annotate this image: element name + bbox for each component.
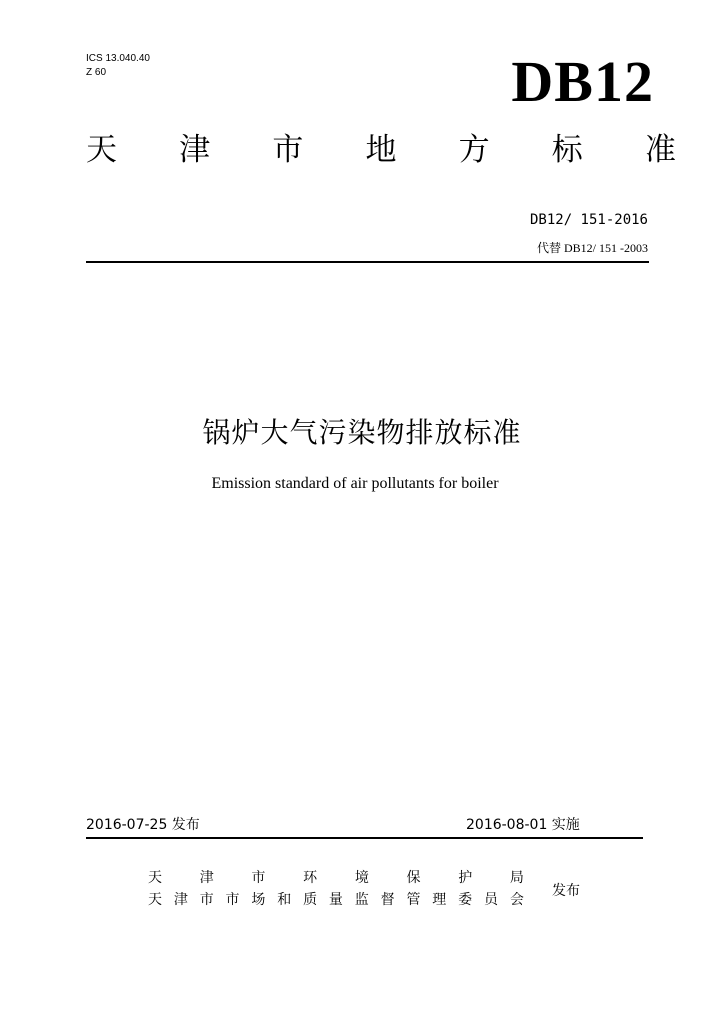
class-code: Z 60 <box>86 67 107 78</box>
issuer-char: 市 <box>199 892 214 908</box>
standard-type-char: 方 <box>458 132 490 168</box>
issuer-char: 环 <box>303 870 318 886</box>
issuer-char: 局 <box>509 870 524 886</box>
db-logo: DB12 <box>511 49 654 114</box>
bottom-divider <box>86 837 643 839</box>
issuer-char: 场 <box>251 892 266 908</box>
replaces-standard: 代替 DB12/ 151 -2003 <box>536 241 648 255</box>
issuer-char: 天 <box>148 870 162 886</box>
issuer-char: 保 <box>406 870 421 886</box>
standard-number: DB12/ 151-2016 <box>529 212 648 228</box>
issuer-char: 津 <box>199 870 214 886</box>
issuer-environment-bureau <box>148 868 524 888</box>
issuer-char: 质 <box>303 892 318 908</box>
issuer-char: 津 <box>173 892 188 908</box>
standard-type-char: 津 <box>179 132 211 168</box>
issuer-char: 管 <box>406 892 421 908</box>
issuer-char: 天 <box>148 892 162 908</box>
release-date: 2016-07-25 发布 <box>86 817 200 833</box>
issuer-char: 量 <box>328 892 343 908</box>
standard-type-char: 市 <box>272 132 304 168</box>
top-divider <box>86 261 649 263</box>
issuer-char: 境 <box>354 870 369 886</box>
implementation-date: 2016-08-01 实施 <box>466 817 580 833</box>
ics-code: ICS 13.040.40 <box>86 53 150 64</box>
issuer-char: 监 <box>354 892 369 908</box>
standard-type-char: 天 <box>86 132 117 168</box>
issuer-char: 护 <box>458 870 473 886</box>
issuer-char: 理 <box>432 892 447 908</box>
publish-label: 发布 <box>552 883 580 899</box>
issuer-char: 委 <box>458 892 473 908</box>
classification-block <box>86 52 150 80</box>
standard-type-char: 地 <box>365 132 397 168</box>
issuer-char: 员 <box>483 892 498 908</box>
standard-type-char: 标 <box>551 132 583 168</box>
issuer-char: 督 <box>380 892 395 908</box>
issuer-char: 市 <box>225 892 240 908</box>
issuer-char: 市 <box>251 870 266 886</box>
english-title: Emission standard of air pollutants for boiler <box>211 475 499 492</box>
issuer-char: 会 <box>509 892 524 908</box>
issuer-market-quality-committee <box>148 890 524 910</box>
issuer-char: 和 <box>277 892 292 908</box>
standard-type-title <box>86 130 676 170</box>
standard-type-char: 准 <box>644 132 676 168</box>
chinese-title: 锅炉大气污染物排放标准 <box>202 416 522 449</box>
